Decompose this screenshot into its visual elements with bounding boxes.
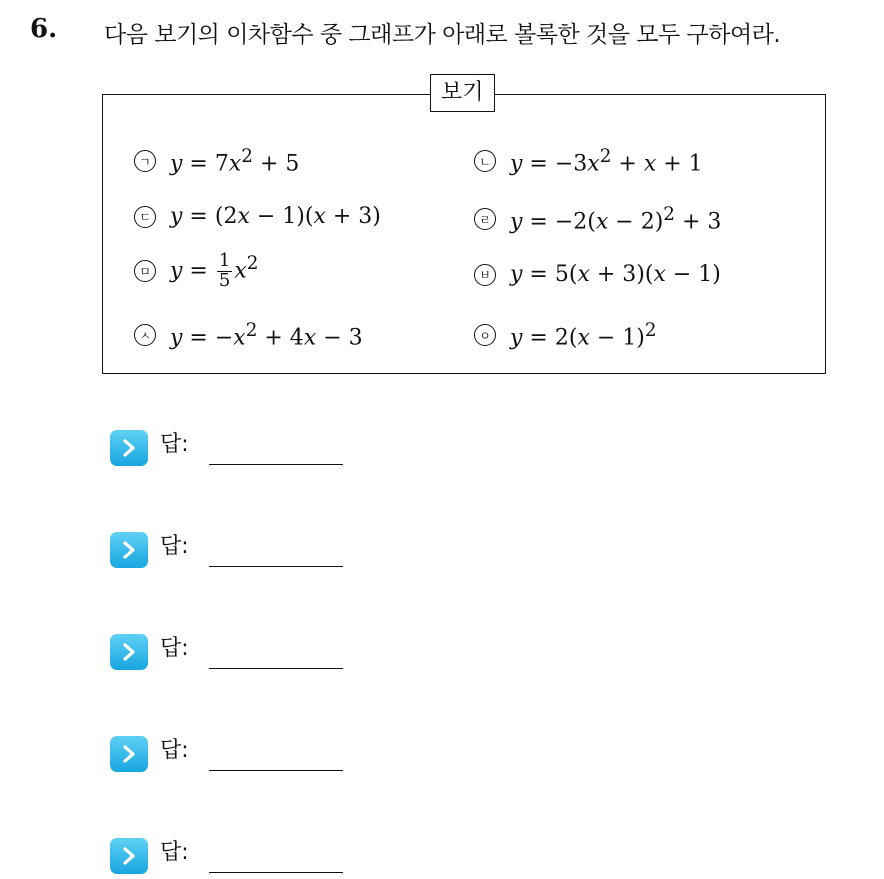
question-number: 6.: [30, 14, 58, 44]
answer-blank[interactable]: [209, 432, 343, 465]
chevron-right-icon: [110, 838, 148, 874]
chevron-right-icon: [110, 634, 148, 670]
answer-row: [110, 736, 343, 772]
choice-equation: $y = 7x^2 + 5$: [170, 146, 300, 177]
choice-marker: ㄱ: [134, 150, 156, 172]
choice-item: [474, 262, 721, 287]
choice-marker: ㅂ: [474, 264, 496, 286]
choice-equation: y = 5(x + 3)(x − 1): [510, 262, 721, 287]
answer-label: 답:: [160, 534, 189, 559]
choice-item: [474, 204, 721, 234]
answer-blank[interactable]: [209, 840, 343, 873]
choice-item: [134, 204, 381, 229]
choice-equation: y = $\frac{1}{5}$ $x^2$: [170, 250, 259, 291]
choice-equation: $y = -3x^2 + x + 1$: [510, 146, 703, 177]
choice-item: [474, 146, 703, 176]
choice-marker: ㅁ: [134, 260, 156, 282]
choice-equation: y = (2x − 1)(x + 3): [170, 204, 381, 229]
chevron-right-icon: [110, 532, 148, 568]
chevron-right-icon: [110, 736, 148, 772]
choice-item: [134, 252, 258, 291]
choices-box-title: 보기: [430, 74, 495, 112]
answer-blank[interactable]: [209, 738, 343, 771]
choice-equation: $y = -x^2 + 4x - 3$: [170, 320, 363, 351]
choice-marker: ㅇ: [474, 324, 496, 346]
choice-marker: ㅅ: [134, 324, 156, 346]
question-text: 다음 보기의 이차함수 중 그래프가 아래로 볼록한 것을 모두 구하여라.: [104, 22, 781, 48]
chevron-right-icon: [110, 430, 148, 466]
answer-blank[interactable]: [209, 636, 343, 669]
choice-item: [474, 320, 657, 350]
answer-blank[interactable]: [209, 534, 343, 567]
answer-label: 답:: [160, 738, 189, 763]
answer-row: [110, 838, 343, 874]
choice-item: [134, 146, 299, 176]
fraction: $\frac{1}{5}$: [218, 250, 231, 291]
choice-equation: $y = 2(x - 1)^2$: [510, 320, 657, 351]
choice-item: [134, 320, 363, 350]
choice-marker: ㄴ: [474, 150, 496, 172]
choice-marker: ㄹ: [474, 208, 496, 230]
answer-label: 답:: [160, 636, 189, 661]
answer-label: 답:: [160, 840, 189, 865]
answer-row: [110, 634, 343, 670]
answer-row: [110, 430, 343, 466]
choice-marker: ㄷ: [134, 206, 156, 228]
choice-equation: $y = -2(x - 2)^2 + 3$: [510, 204, 722, 235]
answer-label: 답:: [160, 432, 189, 457]
answer-row: [110, 532, 343, 568]
